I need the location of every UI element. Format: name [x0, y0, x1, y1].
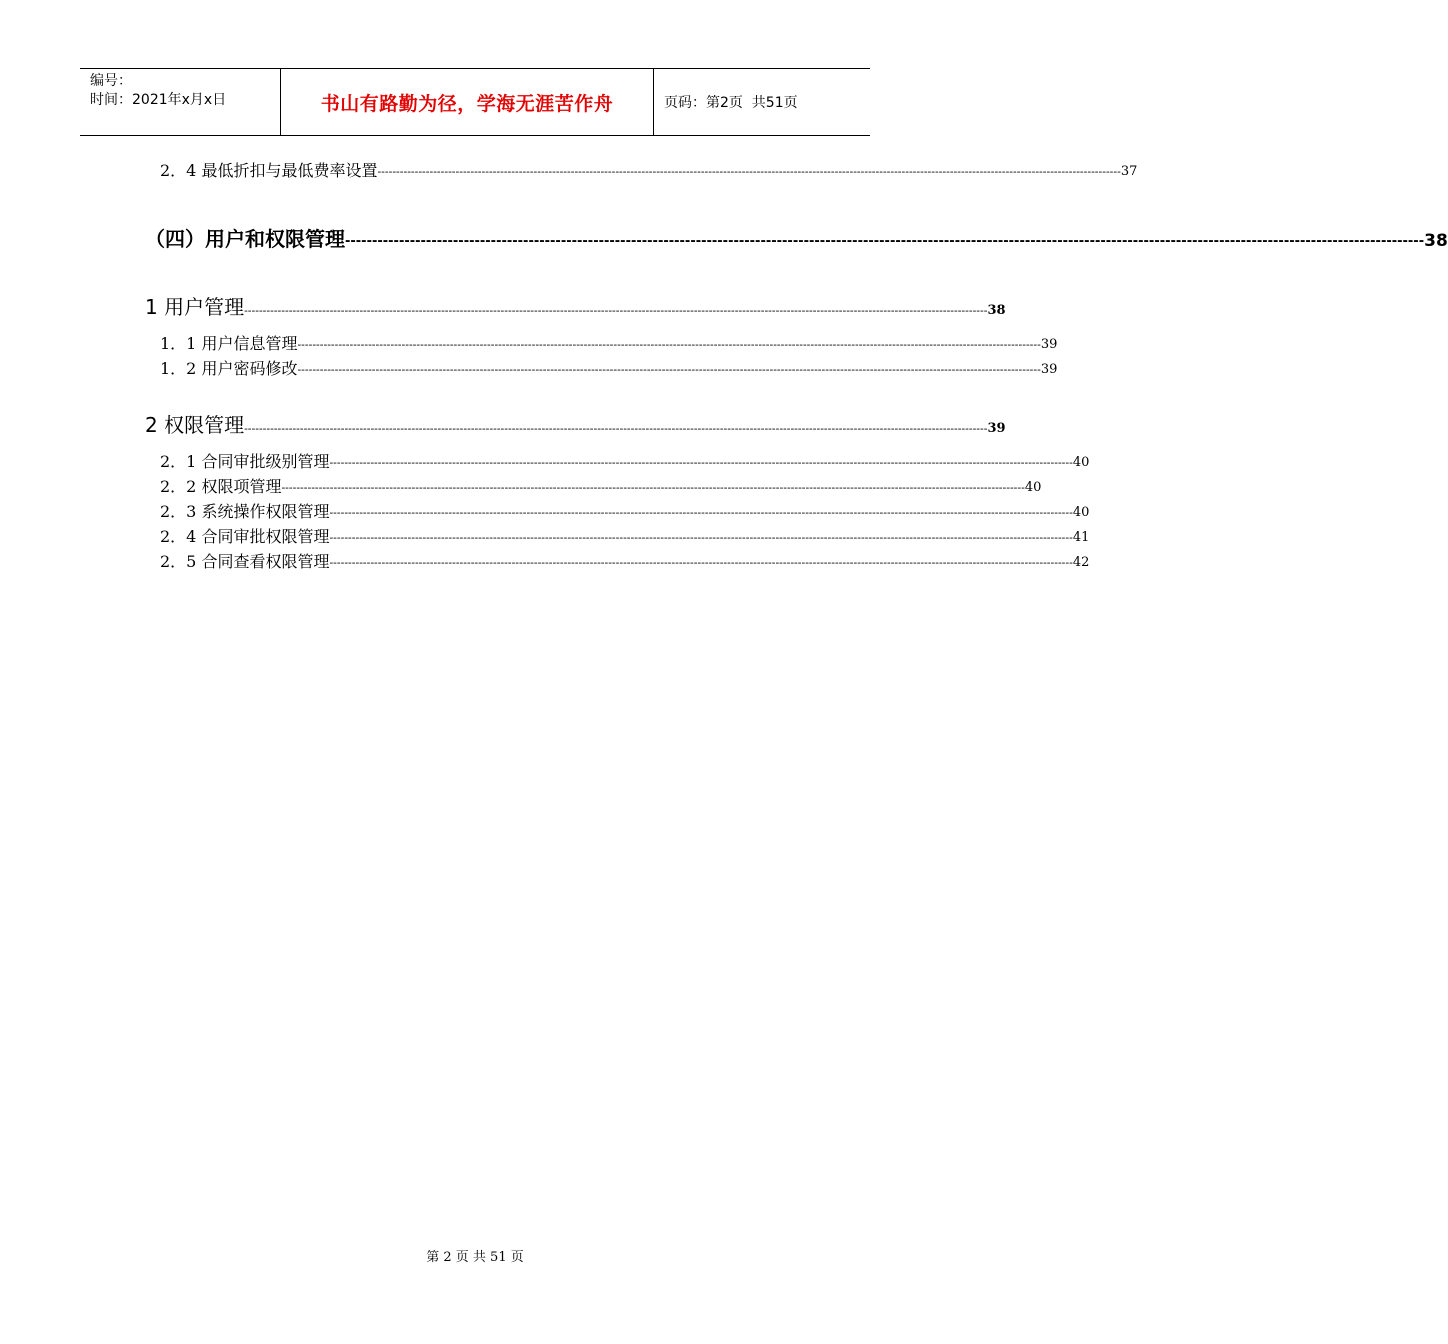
toc-dot-leader: -------------------------------------------------------------------------------------------------------------------------------------------------------------------------------------------------------- — [329, 556, 1073, 569]
toc-entry[interactable] — [145, 411, 1006, 439]
toc-entry-page: 42 — [1072, 555, 1090, 570]
toc-dot-leader: -------------------------------------------------------------------------------------------------------------------------------------------------------------------------------------------------------- — [377, 165, 1121, 178]
toc-dot-leader: -------------------------------------------------------------------------------------------------------------------------------------------------------------------------------------------------------- — [345, 234, 1425, 249]
toc-entry-title: 1．2 用户密码修改 — [160, 359, 298, 378]
toc-entry-page: 38 — [987, 303, 1006, 318]
toc-entry-title: 2．3 系统操作权限管理 — [160, 502, 330, 521]
toc-entry[interactable] — [160, 160, 1138, 182]
toc-entry[interactable] — [160, 358, 1058, 380]
toc-entry-title: 1 用户管理 — [145, 295, 245, 319]
toc-dot-leader: -------------------------------------------------------------------------------------------------------------------------------------------------------------------------------------------------------- — [329, 506, 1073, 519]
toc-entry[interactable] — [145, 293, 1006, 321]
header-motto: 书山有路勤为径，学海无涯苦作舟 — [320, 92, 614, 115]
toc-entry[interactable] — [160, 451, 1090, 473]
toc-entry-page: 39 — [1040, 362, 1058, 377]
toc-entry[interactable] — [160, 476, 1042, 498]
toc-entry-title: 2．4 最低折扣与最低费率设置 — [160, 161, 378, 180]
toc-dot-leader: -------------------------------------------------------------------------------------------------------------------------------------------------------------------------------------------------------- — [281, 481, 1025, 494]
toc-entry-title: （四）用户和权限管理 — [145, 227, 345, 251]
toc-dot-leader: -------------------------------------------------------------------------------------------------------------------------------------------------------------------------------------------------------- — [244, 422, 988, 435]
document-number-label: 编号： — [90, 73, 132, 89]
toc-dot-leader: -------------------------------------------------------------------------------------------------------------------------------------------------------------------------------------------------------- — [329, 456, 1073, 469]
toc-entry[interactable] — [160, 526, 1090, 548]
toc-entry-page: 40 — [1024, 480, 1042, 495]
toc-entry[interactable] — [160, 501, 1090, 523]
toc-dot-leader: -------------------------------------------------------------------------------------------------------------------------------------------------------------------------------------------------------- — [297, 363, 1041, 376]
header-meta-cell — [80, 69, 281, 135]
toc-entry[interactable] — [145, 224, 1448, 254]
toc-entry-page: 39 — [987, 421, 1006, 436]
header-page-info: 页码：第2页 共51页 — [664, 95, 798, 111]
toc-entry-title: 2．2 权限项管理 — [160, 477, 282, 496]
toc-entry-title: 2．5 合同查看权限管理 — [160, 552, 330, 571]
header-motto-cell — [281, 69, 654, 135]
toc-dot-leader: -------------------------------------------------------------------------------------------------------------------------------------------------------------------------------------------------------- — [244, 304, 988, 317]
toc-dot-leader: -------------------------------------------------------------------------------------------------------------------------------------------------------------------------------------------------------- — [297, 338, 1041, 351]
toc-entry-title: 1．1 用户信息管理 — [160, 334, 298, 353]
toc-entry-page: 40 — [1072, 455, 1090, 470]
toc-entry-page: 40 — [1072, 505, 1090, 520]
toc-entry-page: 37 — [1120, 164, 1138, 179]
toc-entry-page: 38 — [1424, 231, 1448, 251]
toc-entry[interactable] — [160, 551, 1090, 573]
toc-entry-title: 2．1 合同审批级别管理 — [160, 452, 330, 471]
toc-entry-title: 2．4 合同审批权限管理 — [160, 527, 330, 546]
toc-dot-leader: -------------------------------------------------------------------------------------------------------------------------------------------------------------------------------------------------------- — [329, 531, 1073, 544]
toc-entry-page: 39 — [1040, 337, 1058, 352]
toc-entry-page: 41 — [1072, 530, 1090, 545]
header-page-cell — [654, 69, 870, 135]
toc-entry-title: 2 权限管理 — [145, 413, 245, 437]
document-time-label: 时间：2021年x月x日 — [90, 92, 227, 108]
page-header — [80, 68, 870, 136]
toc-entry[interactable] — [160, 333, 1058, 355]
page-footer: 第 2 页 共 51 页 — [426, 1250, 524, 1265]
